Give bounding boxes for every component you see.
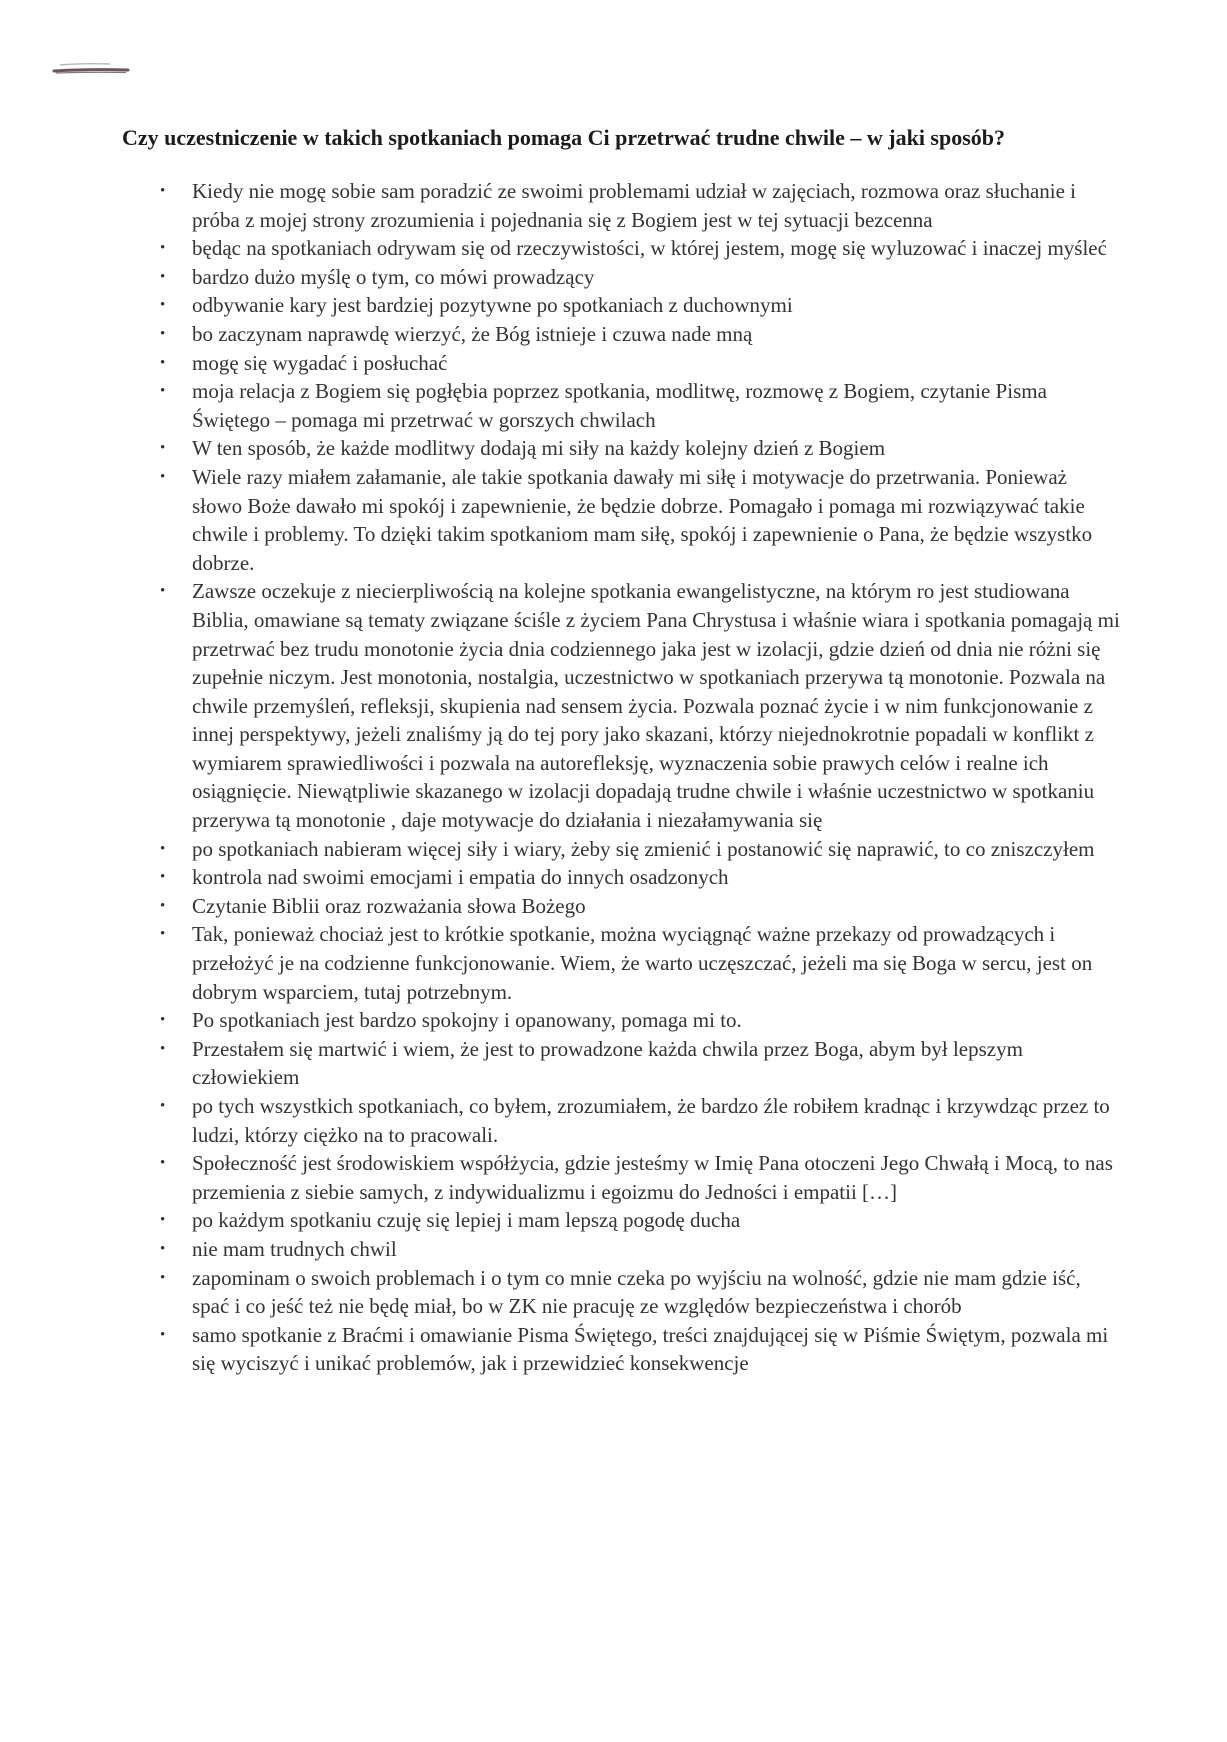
bullet-marker: •	[160, 1326, 166, 1343]
list-item	[160, 434, 1120, 463]
bullet-marker: •	[160, 183, 166, 199]
answer-text: po spotkaniach nabieram więcej siły i wiary, żeby się zmienić i postanowić się naprawić, to co zniszczyłem	[192, 836, 1095, 861]
bullet-marker: •	[160, 268, 166, 285]
list-item	[160, 1264, 1120, 1321]
bullet-marker: •	[160, 926, 166, 943]
bullet-marker: •	[160, 897, 166, 914]
bullet-marker: •	[160, 440, 166, 457]
survey-question-heading: Czy uczestniczenie w takich spotkaniach pomaga Ci przetrwać trudne chwile – w jaki sposób?	[122, 125, 1006, 150]
bullet-marker: •	[160, 1240, 166, 1257]
bullet-marker: •	[160, 583, 166, 600]
list-item	[160, 835, 1120, 864]
bullet-marker: •	[160, 325, 166, 342]
answer-text: Po spotkaniach jest bardzo spokojny i opanowany, pomaga mi to.	[192, 1008, 742, 1033]
answer-text: mogę się wygadać i posłuchać	[192, 350, 448, 375]
bullet-marker: •	[160, 1098, 166, 1114]
list-item	[160, 1321, 1120, 1378]
list-item	[160, 1035, 1120, 1092]
answer-text: zapominam o swoich problemach i o tym co mnie czeka po wyjściu na wolność, gdzie nie mam gdzie iść, spać i co jeść też nie będę miał, bo w ZK nie pracuję ze względów bezpieczeństwa i chorób	[192, 1265, 1081, 1319]
list-item	[160, 234, 1120, 263]
answer-text: Przestałem się martwić i wiem, że jest to prowadzone każda chwila przez Boga, abym był lepszym człowiekiem	[192, 1036, 1023, 1090]
bullet-marker: •	[160, 468, 166, 485]
list-item	[160, 1235, 1120, 1264]
bullet-marker: •	[160, 240, 166, 257]
list-item	[160, 1092, 1120, 1149]
list-item	[160, 177, 1120, 234]
bullet-marker: •	[160, 1040, 166, 1057]
answer-text: bo zaczynam naprawdę wierzyć, że Bóg istnieje i czuwa nade mną	[192, 321, 753, 346]
list-item	[160, 863, 1120, 892]
list-item	[160, 463, 1120, 577]
list-item	[160, 263, 1120, 292]
answer-text: po każdym spotkaniu czuję się lepiej i mam lepszą pogodę ducha	[192, 1208, 741, 1233]
pen-stroke-mark	[52, 62, 130, 76]
list-item	[160, 377, 1120, 434]
list-item	[160, 1206, 1120, 1235]
bullet-marker: •	[160, 1012, 166, 1029]
answer-text: kontrola nad swoimi emocjami i empatia do innych osadzonych	[192, 865, 729, 890]
bullet-marker: •	[160, 869, 166, 886]
answer-text: będąc na spotkaniach odrywam się od rzeczywistości, w której jestem, mogę się wyluzować i inaczej myśleć	[192, 236, 1107, 261]
bullet-marker: •	[160, 1269, 166, 1286]
answer-text: odbywanie kary jest bardziej pozytywne po spotkaniach z duchownymi	[192, 293, 793, 318]
answer-text: nie mam trudnych chwil	[192, 1236, 397, 1261]
answer-text: samo spotkanie z Braćmi i omawianie Pisma Świętego, treści znajdującej się w Piśmie Świętym, pozwala mi się wyciszyć i unikać problemów, jak i przewidzieć konsekwencje	[192, 1322, 1109, 1376]
bullet-marker: •	[160, 383, 166, 400]
list-item	[160, 1006, 1120, 1035]
bullet-marker: •	[160, 1155, 166, 1172]
bullet-marker: •	[160, 1212, 166, 1229]
answer-text: W ten sposób, że każde modlitwy dodają mi siły na każdy kolejny dzień z Bogiem	[192, 436, 886, 461]
list-item	[160, 291, 1120, 320]
answer-text: Tak, ponieważ chociaż jest to krótkie spotkanie, można wyciągnąć ważne przekazy od prowadzących i przełożyć je na codzienne funkcjonowanie. Wiem, że warto uczęszczać, jeżeli ma się Boga w sercu, jest on dobrym wsparciem, tutaj potrzebnym.	[192, 922, 1093, 1004]
answer-text: bardzo dużo myślę o tym, co mówi prowadzący	[192, 264, 595, 289]
list-item	[160, 577, 1120, 834]
bullet-marker: •	[160, 354, 166, 371]
answer-text: Zawsze oczekuje z niecierpliwością na kolejne spotkania ewangelistyczne, na którym ro jest studiowana Biblia, omawiane są tematy związane ściśle z życiem Pana Chrystusa i właśnie wiara i spotkania pomagają mi przetrwać bez trudu monotonie życia dnia codziennego jaka jest w izolacji, gdzie dzień od dnia nie różni się zupełnie niczym. Jest monotonia, nostalgia, uczestnictwo w spotkaniach przerywa tą monotonie. Pozwala na chwile przemyśleń, refleksji, skupienia nad sensem życia. Pozwala poznać życie i w nim funkcjonowanie z innej perspektywy, jeżeli znaliśmy ją do tej pory jako skazani, którzy niejednokrotnie popadali w konflikt z wymiarem sprawiedliwości i pozwala na autorefleksję, wyznaczenia sobie prawych celów i realne ich osiągnięcie. Niewątpliwie skazanego w izolacji dopadają trudne chwile i właśnie uczestnictwo w spotkaniu przerywa tą monotonie , daje motywacje do działania i niezałamywania się	[192, 579, 1120, 833]
list-item	[160, 892, 1120, 921]
answer-text: po tych wszystkich spotkaniach, co byłem, zrozumiałem, że bardzo źle robiłem kradnąc i krzywdząc przez to ludzi, którzy ciężko na to pracowali.	[192, 1094, 1110, 1147]
answer-text: Kiedy nie mogę sobie sam poradzić ze swoimi problemami udział w zajęciach, rozmowa oraz słuchanie i próba z mojej strony zrozumienia i pojednania się z Bogiem jest w tej sytuacji bezcenna	[192, 179, 1077, 232]
list-item	[160, 320, 1120, 349]
bullet-marker: •	[160, 297, 166, 314]
answer-text: moja relacja z Bogiem się pogłębia poprzez spotkania, modlitwę, rozmowę z Bogiem, czytanie Pisma Świętego – pomaga mi przetrwać w gorszych chwilach	[192, 379, 1047, 432]
list-item	[160, 1149, 1120, 1206]
answer-text: Społeczność jest środowiskiem współżycia, gdzie jesteśmy w Imię Pana otoczeni Jego Chwałą i Mocą, to nas przemienia z siebie samych, z indywidualizmu i egoizmu do Jedności i empatii […]	[192, 1151, 1113, 1204]
answer-text: Czytanie Biblii oraz rozważania słowa Bożego	[192, 893, 586, 918]
answers-list	[160, 177, 1120, 1378]
list-item	[160, 920, 1120, 1006]
answer-text: Wiele razy miałem załamanie, ale takie spotkania dawały mi siłę i motywacje do przetrwania. Ponieważ słowo Boże dawało mi spokój i zapewnienie, że będzie dobrze. Pomagało i pomaga mi rozwiązywać takie chwile i problemy. To dzięki takim spotkaniom mam siłę, spokój i zapewnienie o Pana, że będzie wszystko dobrze.	[192, 464, 1093, 575]
list-item	[160, 349, 1120, 378]
bullet-marker: •	[160, 840, 166, 857]
